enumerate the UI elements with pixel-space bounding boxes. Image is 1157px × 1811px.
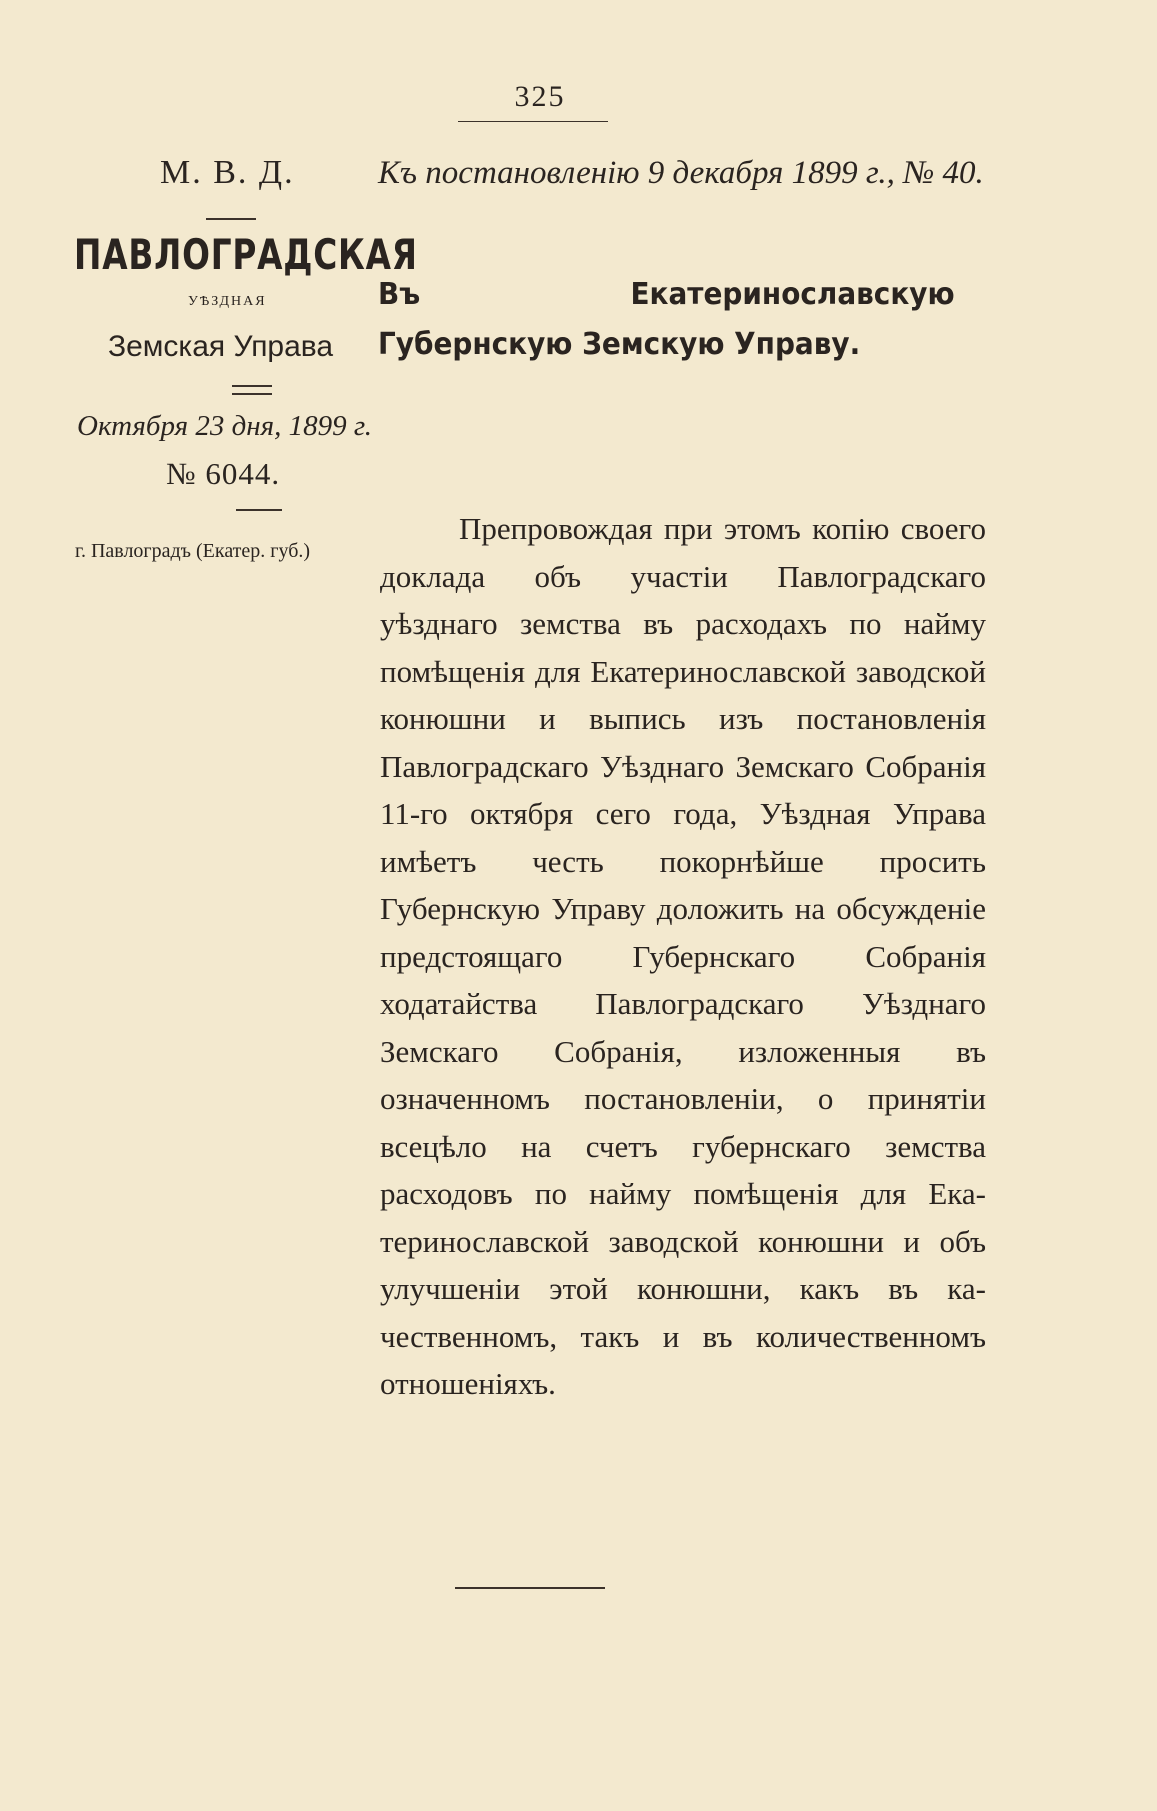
page-number: 325 [514,80,566,113]
sender-type: УѢЗДНАЯ [188,294,267,309]
sender-name: ПАВЛОГРАДСКАЯ [74,230,418,279]
document-number: № 6044. [166,456,281,491]
addressee: Въ Екатеринославскую Губернскую Земскую Управу. [378,277,955,362]
sender-body: Земская Управа [108,330,334,363]
page-number-divider [458,121,608,122]
letter-body: Препровождая при этомъ копію своего доклада объ участіи Павлоградскаго уѣзднаго земства въ расходахъ по найму помѣщенія для Екатеринославской заводской конюшни и выпись изъ постановленія Павлоградскаго Уѣзднаго Земскаго Собранія 11-го октября сего года, Уѣздная Управа имѣетъ честь покорнѣйше просить Губернскую Управу доложить на обсужденіе предстоящаго Губернскаго Собранія ходатайства Павлоградскаго Уѣзднаго Земскаго Собранія, изложенныя въ означенномъ постановленіи, о принятіи всецѣло на счетъ губернскаго земства расходовъ по найму помѣщенія для Екатеринославской заводской конюшни и объ улучшеніи этой конюшни, какъ въ качественномъ, такъ и въ количественномъ отношеніяхъ. [380,511,986,1401]
letter-date: Октября 23 дня, 1899 г. [77,410,373,442]
resolution-reference: Къ постановленію 9 декабря 1899 г., № 40. [378,155,984,191]
sender-double-divider [232,385,272,395]
sender-location: г. Павлоградъ (Екатер. губ.) [75,540,311,562]
ministry-label: М. В. Д. [160,154,295,191]
end-divider [455,1587,605,1589]
number-divider [236,509,282,511]
sender-top-divider [206,218,256,220]
